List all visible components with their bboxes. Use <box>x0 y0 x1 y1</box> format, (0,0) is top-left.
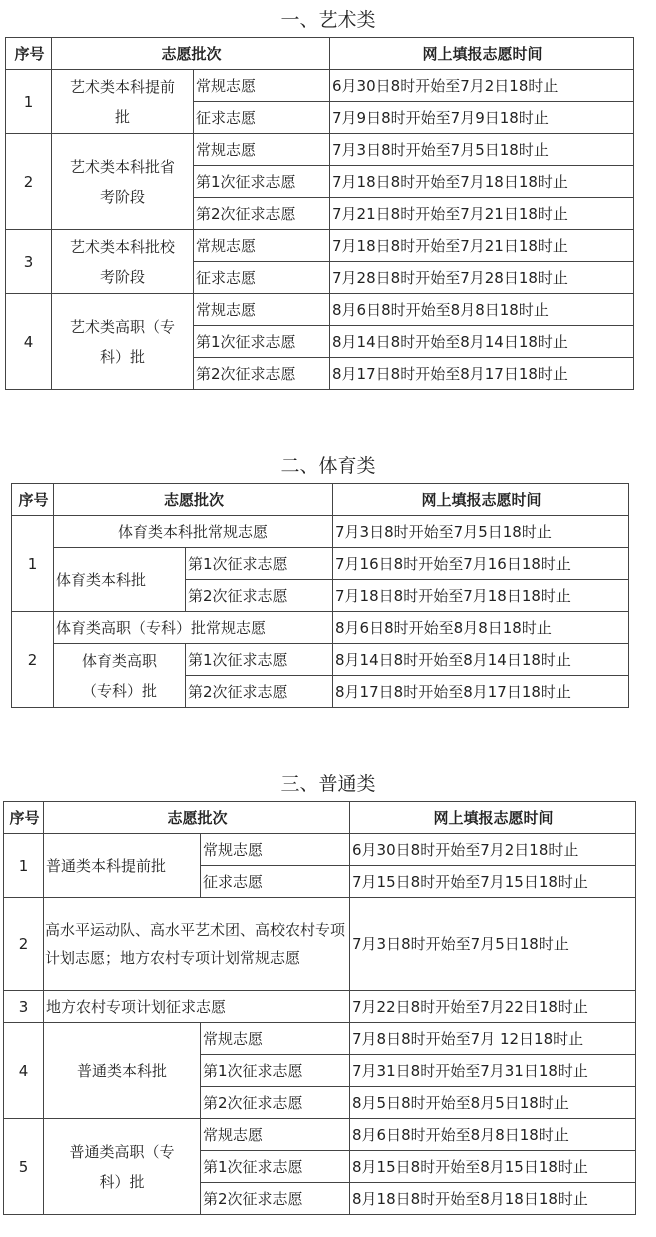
batch-name: 普通类本科批 <box>44 1023 201 1119</box>
batch-full-label: 体育类高职（专科）批常规志愿 <box>54 612 333 644</box>
batch-name: 普通类高职（专科）批 <box>44 1119 201 1215</box>
row-no: 2 <box>4 898 44 991</box>
batch-name: 艺术类本科批校考阶段 <box>52 230 194 294</box>
row-no: 1 <box>12 516 54 612</box>
table-row <box>4 898 636 991</box>
fill-time: 8月15日8时开始至8月15日18时止 <box>350 1151 636 1183</box>
sports-section-title: 二、体育类 <box>280 455 376 477</box>
fill-time: 7月15日8时开始至7月15日18时止 <box>350 866 636 898</box>
row-no: 3 <box>4 991 44 1023</box>
table-row <box>6 70 634 102</box>
fill-time: 7月3日8时开始至7月5日18时止 <box>333 516 629 548</box>
volunteer-type: 常规志愿 <box>194 134 330 166</box>
volunteer-type: 第2次征求志愿 <box>201 1087 350 1119</box>
table-row <box>12 644 629 676</box>
table-row <box>12 516 629 548</box>
general-section-title: 三、普通类 <box>280 773 376 795</box>
fill-time: 7月9日8时开始至7月9日18时止 <box>330 102 634 134</box>
header-time: 网上填报志愿时间 <box>333 484 629 516</box>
volunteer-type: 第1次征求志愿 <box>201 1151 350 1183</box>
batch-name: 普通类本科提前批 <box>44 834 201 898</box>
batch-name: 艺术类本科提前批 <box>52 70 194 134</box>
fill-time: 7月3日8时开始至7月5日18时止 <box>330 134 634 166</box>
fill-time: 8月5日8时开始至8月5日18时止 <box>350 1087 636 1119</box>
row-no: 2 <box>6 134 52 230</box>
general-schedule-table <box>3 801 636 1215</box>
volunteer-type: 征求志愿 <box>194 102 330 134</box>
table-row <box>4 991 636 1023</box>
batch-full-label: 地方农村专项计划征求志愿 <box>44 991 350 1023</box>
volunteer-type: 第1次征求志愿 <box>201 1055 350 1087</box>
volunteer-type: 第2次征求志愿 <box>194 358 330 390</box>
fill-time: 7月8日8时开始至7月 12日18时止 <box>350 1023 636 1055</box>
header-batch: 志愿批次 <box>52 38 330 70</box>
fill-time: 8月18日8时开始至8月18日18时止 <box>350 1183 636 1215</box>
volunteer-type: 第2次征求志愿 <box>194 198 330 230</box>
table-row <box>4 834 636 866</box>
volunteer-type: 常规志愿 <box>201 1119 350 1151</box>
table-header-row <box>12 484 629 516</box>
volunteer-type: 常规志愿 <box>201 1023 350 1055</box>
fill-time: 6月30日8时开始至7月2日18时止 <box>330 70 634 102</box>
table-row <box>4 1023 636 1055</box>
fill-time: 7月21日8时开始至7月21日18时止 <box>330 198 634 230</box>
table-row <box>6 230 634 262</box>
batch-name: 体育类本科批 <box>54 548 186 612</box>
row-no: 5 <box>4 1119 44 1215</box>
row-no: 2 <box>12 612 54 708</box>
header-time: 网上填报志愿时间 <box>350 802 636 834</box>
volunteer-type: 征求志愿 <box>194 262 330 294</box>
batch-name: 艺术类高职（专科）批 <box>52 294 194 390</box>
table-row <box>4 1119 636 1151</box>
volunteer-type: 常规志愿 <box>194 294 330 326</box>
volunteer-type: 常规志愿 <box>201 834 350 866</box>
row-no: 4 <box>6 294 52 390</box>
volunteer-type: 第1次征求志愿 <box>186 644 333 676</box>
volunteer-type: 第2次征求志愿 <box>201 1183 350 1215</box>
fill-time: 8月17日8时开始至8月17日18时止 <box>333 676 629 708</box>
fill-time: 8月6日8时开始至8月8日18时止 <box>350 1119 636 1151</box>
volunteer-type: 第1次征求志愿 <box>194 326 330 358</box>
fill-time: 7月18日8时开始至7月18日18时止 <box>330 166 634 198</box>
header-batch: 志愿批次 <box>44 802 350 834</box>
art-schedule-table <box>5 37 634 390</box>
row-no: 1 <box>6 70 52 134</box>
volunteer-type: 第2次征求志愿 <box>186 580 333 612</box>
sports-schedule-table <box>11 483 629 708</box>
batch-name: 艺术类本科批省考阶段 <box>52 134 194 230</box>
fill-time: 7月28日8时开始至7月28日18时止 <box>330 262 634 294</box>
fill-time: 8月6日8时开始至8月8日18时止 <box>330 294 634 326</box>
row-no: 1 <box>4 834 44 898</box>
table-row <box>6 134 634 166</box>
fill-time: 7月22日8时开始至7月22日18时止 <box>350 991 636 1023</box>
table-row <box>12 612 629 644</box>
row-no: 3 <box>6 230 52 294</box>
volunteer-type: 第1次征求志愿 <box>194 166 330 198</box>
volunteer-type: 征求志愿 <box>201 866 350 898</box>
fill-time: 7月16日8时开始至7月16日18时止 <box>333 548 629 580</box>
fill-time: 7月18日8时开始至7月21日18时止 <box>330 230 634 262</box>
table-header-row <box>6 38 634 70</box>
table-row <box>12 548 629 580</box>
batch-full-label: 体育类本科批常规志愿 <box>54 516 333 548</box>
fill-time: 6月30日8时开始至7月2日18时止 <box>350 834 636 866</box>
header-batch: 志愿批次 <box>54 484 333 516</box>
volunteer-type: 常规志愿 <box>194 230 330 262</box>
fill-time: 7月18日8时开始至7月18日18时止 <box>333 580 629 612</box>
art-section-title: 一、艺术类 <box>280 9 376 31</box>
header-no: 序号 <box>12 484 54 516</box>
fill-time: 8月14日8时开始至8月14日18时止 <box>333 644 629 676</box>
volunteer-type: 第2次征求志愿 <box>186 676 333 708</box>
header-no: 序号 <box>4 802 44 834</box>
table-row <box>6 294 634 326</box>
volunteer-type: 常规志愿 <box>194 70 330 102</box>
fill-time: 7月31日8时开始至7月31日18时止 <box>350 1055 636 1087</box>
fill-time: 7月3日8时开始至7月5日18时止 <box>350 898 636 991</box>
fill-time: 8月17日8时开始至8月17日18时止 <box>330 358 634 390</box>
fill-time: 8月6日8时开始至8月8日18时止 <box>333 612 629 644</box>
volunteer-type: 第1次征求志愿 <box>186 548 333 580</box>
fill-time: 8月14日8时开始至8月14日18时止 <box>330 326 634 358</box>
batch-name: 体育类高职（专科）批 <box>54 644 186 708</box>
batch-full-label: 高水平运动队、高水平艺术团、高校农村专项计划志愿；地方农村专项计划常规志愿 <box>44 898 350 991</box>
table-header-row <box>4 802 636 834</box>
header-no: 序号 <box>6 38 52 70</box>
row-no: 4 <box>4 1023 44 1119</box>
header-time: 网上填报志愿时间 <box>330 38 634 70</box>
